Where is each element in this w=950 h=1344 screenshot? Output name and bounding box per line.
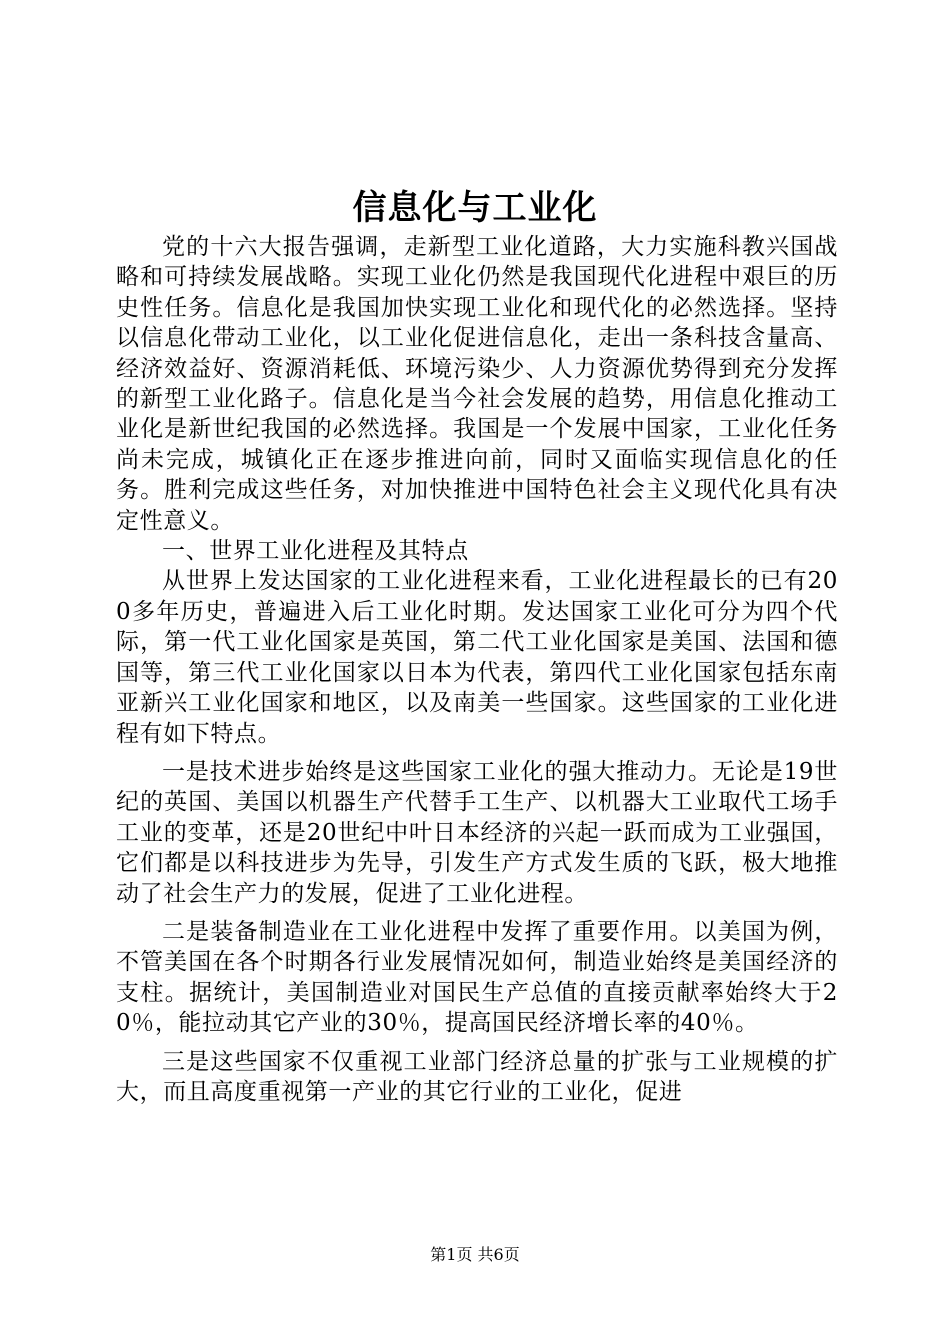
paragraph-overview: 从世界上发达国家的工业化进程来看，工业化进程最长的已有200多年历史，普遍进入后工业化时期。发达国家工业化可分为四个代际，第一代工业化国家是英国，第二代工业化国家是美国、法国和德国等，第三代工业化国家以日本为代表，第四代工业化国家包括东南亚新兴工业化国家和地区，以及南美一些国家。这些国家的工业化进程有如下特点。: [116, 568, 838, 747]
section-heading: 一、世界工业化进程及其特点: [162, 538, 469, 565]
document-body: [116, 232, 838, 1107]
document-title: 信息化与工业化: [352, 188, 598, 228]
paragraph-intro: 党的十六大报告强调，走新型工业化道路，大力实施科教兴国战略和可持续发展战略。实现工业化仍然是我国现代化进程中艰巨的历史性任务。信息化是我国加快实现工业化和现代化的必然选择。坚持以信息化带动工业化，以工业化促进信息化，走出一条科技含量高、经济效益好、资源消耗低、环境污染少、人力资源优势得到充分发挥的新型工业化路子。信息化是当今社会发展的趋势，用信息化推动工业化是新世纪我国的必然选择。我国是一个发展中国家，工业化任务尚未完成，城镇化正在逐步推进向前，同时又面临实现信息化的任务。胜利完成这些任务，对加快推进中国特色社会主义现代化具有决定性意义。: [116, 234, 838, 534]
page-footer: 第1页 共6页: [430, 1245, 520, 1264]
paragraph-point-three: 三是这些国家不仅重视工业部门经济总量的扩张与工业规模的扩大，而且高度重视第一产业的其它行业的工业化，促进: [116, 1048, 838, 1105]
paragraph-point-one: 一是技术进步始终是这些国家工业化的强大推动力。无论是19世纪的英国、美国以机器生产代替手工生产、以机器大工业取代工场手工业的变革，还是20世纪中叶日本经济的兴起一跃而成为工业强国，它们都是以科技进步为先导，引发生产方式发生质的飞跃，极大地推动了社会生产力的发展，促进了工业化进程。: [116, 758, 838, 907]
paragraph-point-two: 二是装备制造业在工业化进程中发挥了重要作用。以美国为例，不管美国在各个时期各行业发展情况如何，制造业始终是美国经济的支柱。据统计，美国制造业对国民生产总值的直接贡献率始终大于20％，能拉动其它产业的30％，提高国民经济增长率的40％。: [116, 918, 838, 1037]
